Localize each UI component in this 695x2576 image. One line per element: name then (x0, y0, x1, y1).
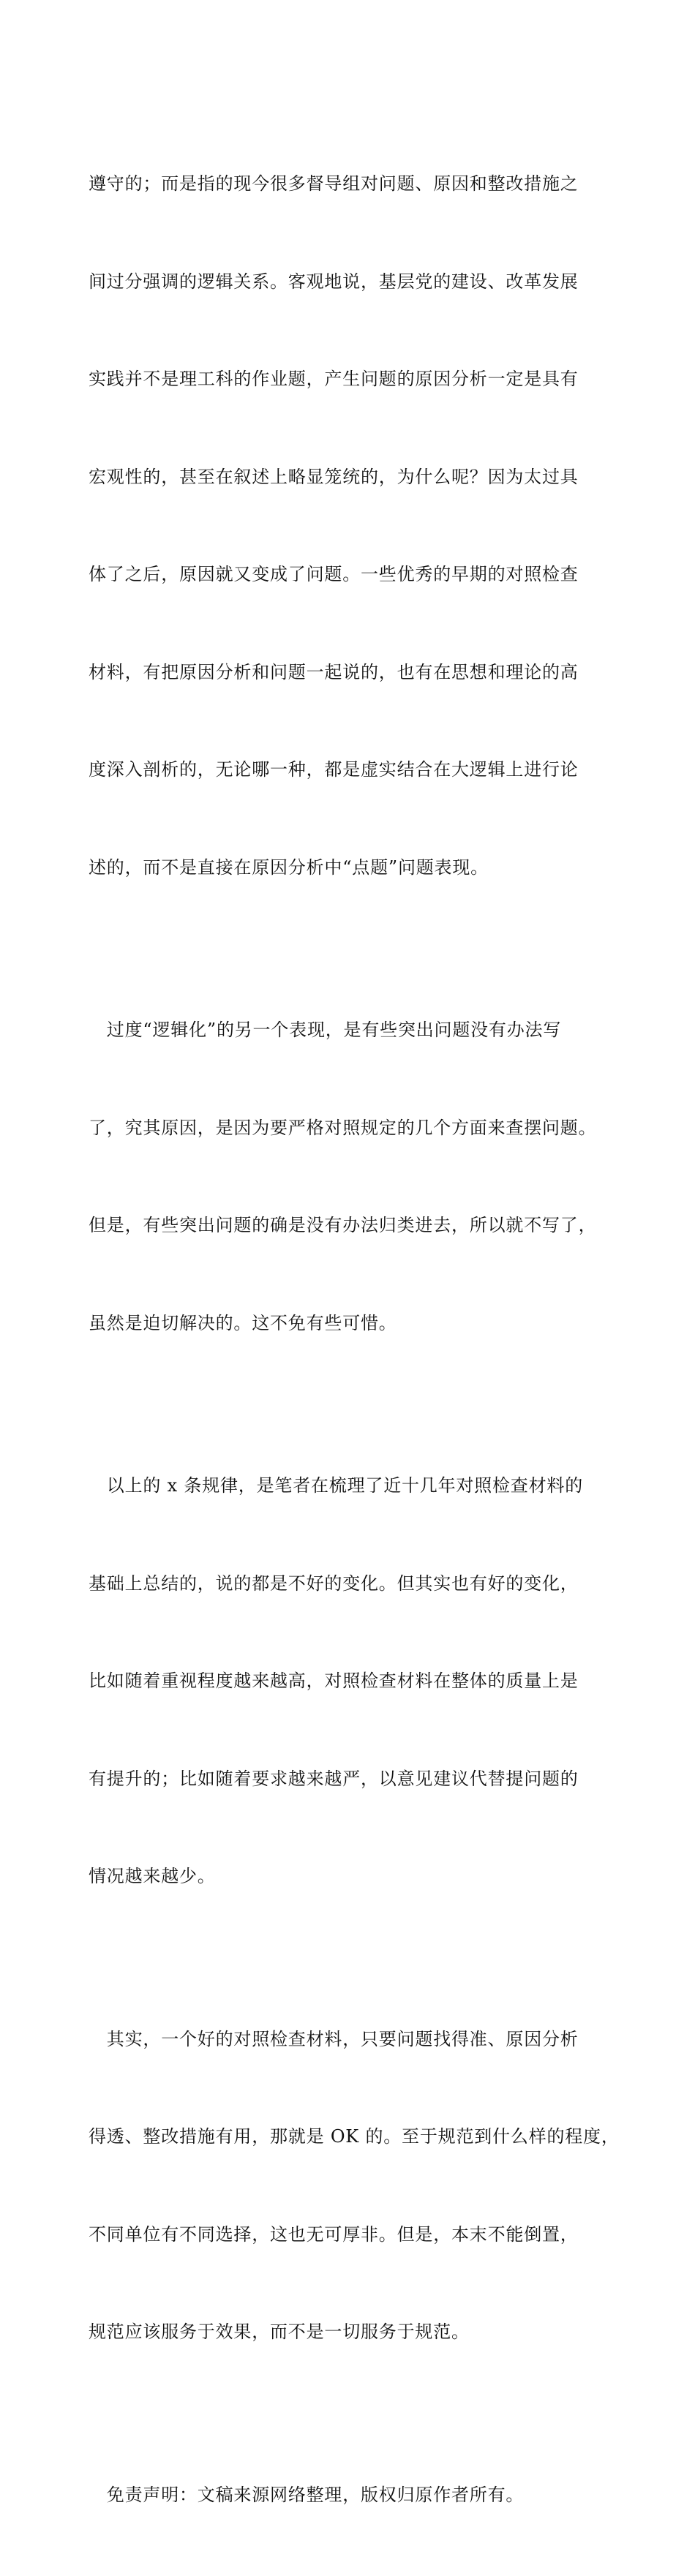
text-line: 不同单位有不同选择，这也无可厚非。但是，本末不能倒置， (89, 2218, 609, 2251)
text-line: 以上的 x 条规律，是笔者在梳理了近十几年对照检查材料的 (89, 1469, 609, 1502)
document-body (89, 102, 609, 2576)
text-line: 间过分强调的逻辑关系。客观地说，基层党的建设、改革发展 (89, 265, 609, 298)
text-line: 实践并不是理工科的作业题，产生问题的原因分析一定是具有 (89, 363, 609, 396)
text-line: 规范应该服务于效果，而不是一切服务于规范。 (89, 2316, 609, 2349)
disclaimer-text: 免责声明：文稿来源网络整理，版权归原作者所有。 (89, 2479, 609, 2512)
paragraph-over-logicalization (89, 949, 609, 1404)
text-line: 遵守的；而是指的现今很多督导组对问题、原因和整改措施之 (89, 167, 609, 200)
text-line: 宏观性的，甚至在叙述上略显笼统的，为什么呢？因为太过具 (89, 461, 609, 494)
text-line: 基础上总结的，说的都是不好的变化。但其实也有好的变化， (89, 1567, 609, 1600)
text-line: 虽然是迫切解决的。这不免有些可惜。 (89, 1307, 609, 1340)
text-line: 其实，一个好的对照检查材料，只要问题找得准、原因分析 (89, 2023, 609, 2056)
text-line: 过度“逻辑化”的另一个表现，是有些突出问题没有办法写 (89, 1014, 609, 1047)
text-line: 得透、整改措施有用，那就是 OK 的。至于规范到什么样的程度， (89, 2120, 609, 2153)
paragraph-patterns-summary (89, 1404, 609, 1958)
text-line: 但是，有些突出问题的确是没有办法归类进去，所以就不写了， (89, 1209, 609, 1242)
text-line: 情况越来越少。 (89, 1860, 609, 1893)
text-line: 材料，有把原因分析和问题一起说的，也有在思想和理论的高 (89, 656, 609, 689)
paragraph-conclusion (89, 1958, 609, 2414)
text-line: 度深入剖析的，无论哪一种，都是虚实结合在大逻辑上进行论 (89, 753, 609, 786)
text-line: 有提升的；比如随着要求越来越严，以意见建议代替提问题的 (89, 1763, 609, 1796)
text-line: 了，究其原因，是因为要严格对照规定的几个方面来查摆问题。 (89, 1112, 609, 1145)
paragraph-logic-relationship (89, 102, 609, 949)
text-line: 体了之后，原因就又变成了问题。一些优秀的早期的对照检查 (89, 558, 609, 591)
text-line: 述的，而不是直接在原因分析中“点题”问题表现。 (89, 851, 609, 884)
document-page (0, 0, 695, 983)
paragraph-disclaimer (89, 2414, 609, 2576)
text-line: 比如随着重视程度越来越高，对照检查材料在整体的质量上是 (89, 1665, 609, 1698)
